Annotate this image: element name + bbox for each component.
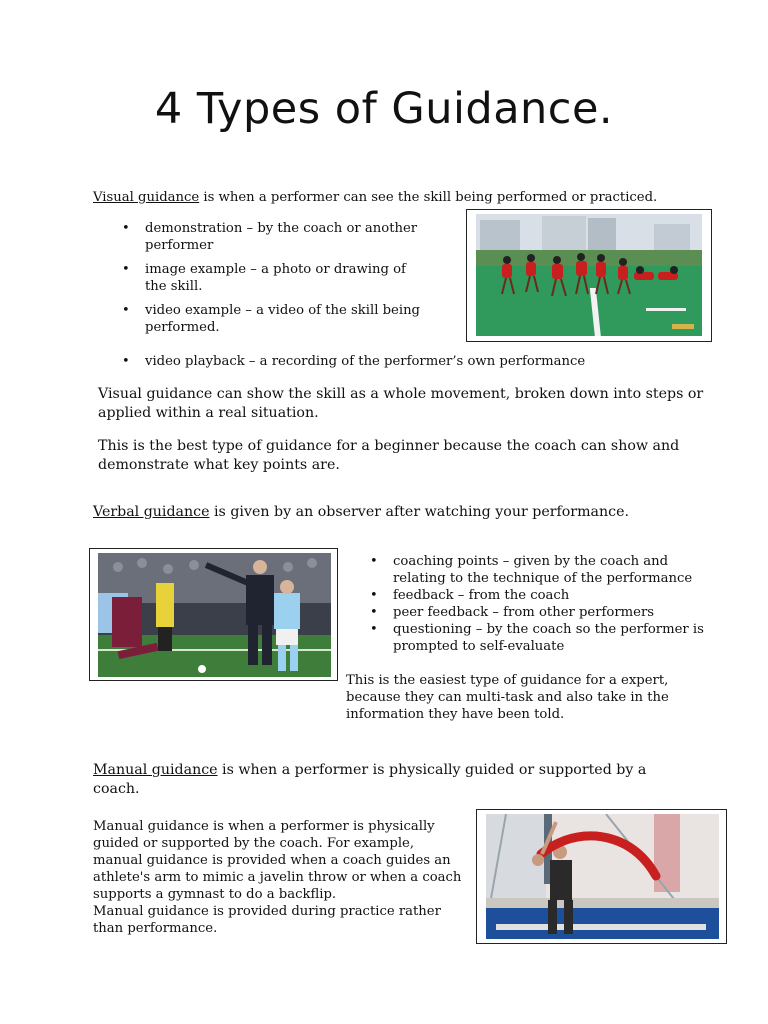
- manual-intro-text: is when a performer is physically guided or supported by a coach.: [93, 762, 647, 797]
- visual-para-2: This is the best type of guidance for a beginner because the coach can show and demonstrate what key points are.: [98, 438, 680, 473]
- list-item: • demonstration – by the coach or another performer: [117, 220, 429, 254]
- visual-term: Visual guidance: [93, 190, 200, 205]
- gymnast-image-frame: [476, 809, 727, 944]
- visual-bullets-extra: [117, 353, 637, 370]
- page-title: 4 Types of Guidance.: [154, 84, 614, 134]
- verbal-intro-text: is given by an observer after watching your performance.: [209, 504, 629, 520]
- manual-para-2: Manual guidance is provided during practice rather than performance.: [93, 904, 441, 936]
- manual-intro: [93, 761, 653, 799]
- visual-bullets: [117, 220, 429, 336]
- list-item: • image example – a photo or drawing of the skill.: [117, 261, 429, 295]
- visual-intro-text: is when a performer can see the skill being performed or practiced.: [199, 190, 658, 205]
- verbal-bullets: [365, 553, 721, 655]
- list-item: • video example – a video of the skill being performed.: [117, 302, 429, 336]
- visual-para-1: Visual guidance can show the skill as a whole movement, broken down into steps or applied within a real situation.: [98, 386, 704, 421]
- verbal-intro: [93, 503, 713, 522]
- hockey-image-frame: [466, 209, 712, 342]
- football-coach-photo: [98, 553, 331, 677]
- list-item: • video playback – a recording of the performer’s own performance: [117, 353, 637, 370]
- hockey-team-photo: [476, 214, 702, 336]
- verbal-term: Verbal guidance: [93, 504, 210, 520]
- gymnast-coach-photo: [486, 814, 719, 939]
- manual-para-1: Manual guidance is when a performer is physically guided or supported by the coach. For example, manual guidance is provided when a coach guides an athlete's arm to mimic a javelin throw or when a coach supports a gymnast to do a backflip.: [93, 819, 462, 902]
- list-item: • coaching points – given by the coach and relating to the technique of the performance: [365, 553, 721, 587]
- list-item: • questioning – by the coach so the performer is prompted to self-evaluate: [365, 621, 721, 655]
- verbal-para: This is the easiest type of guidance for a expert, because they can multi-task and also take in the information they have been told.: [346, 673, 669, 722]
- list-item: • feedback – from the coach: [365, 587, 721, 604]
- visual-intro: [93, 189, 713, 206]
- list-item: • peer feedback – from other performers: [365, 604, 721, 621]
- manual-term: Manual guidance: [93, 762, 218, 778]
- football-image-frame: [89, 548, 338, 681]
